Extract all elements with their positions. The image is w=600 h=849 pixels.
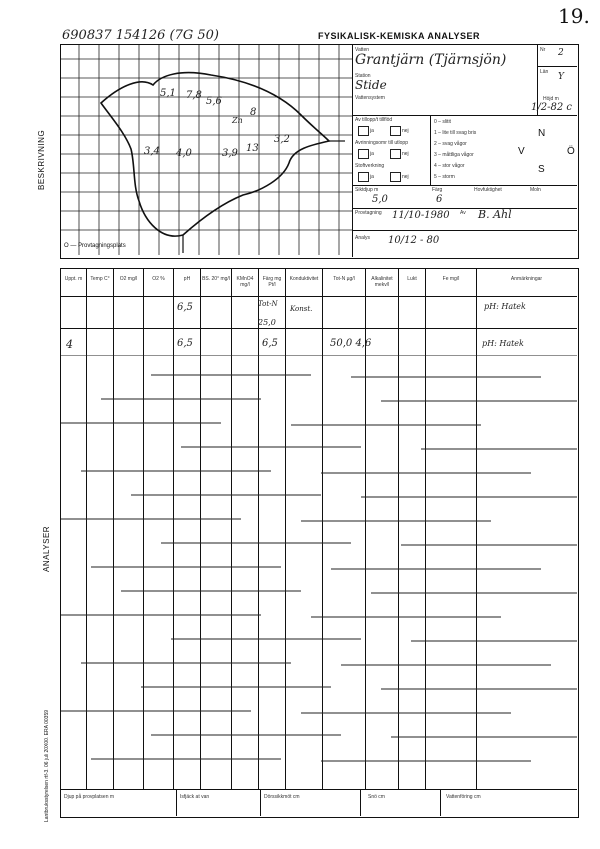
analys-value: 10/12 - 80 — [388, 235, 440, 246]
col-header: Tot-N µg/l — [333, 276, 355, 282]
footer-cell: Isfjäck at van — [180, 794, 210, 800]
col-header: Lukt — [407, 276, 417, 282]
tillflode-label: Av tillopp/t tillflöd — [355, 117, 393, 123]
provtagning-value: 11/10-1980 — [392, 210, 450, 221]
hovfuktighet-label: Hovfuktighet — [474, 187, 502, 193]
farg-value: 6 — [436, 194, 443, 205]
col-header: Anmärkningar — [510, 276, 543, 282]
col-header: Fe mg/l — [442, 276, 460, 282]
col-header: O2 % — [152, 276, 165, 282]
ja-label: ja — [370, 174, 374, 180]
analyser-label: ANALYSER — [42, 525, 51, 572]
vatten-value: Grantjärn (Tjärnsjön) — [355, 52, 507, 68]
option: 3 – måttliga vågor — [434, 152, 474, 158]
compass-s: S — [538, 164, 545, 175]
depth-label: 8 — [250, 107, 257, 118]
lake-map — [61, 45, 353, 257]
ja-label: ja — [370, 151, 374, 157]
option: 5 – storm — [434, 174, 455, 180]
col-header: Färg mg Pt/l — [262, 276, 282, 288]
av-label: Av — [460, 210, 466, 216]
printer-note: Lantbruksstyrelsen rtf-3. 06 juli 20X00. ERA 00359 — [44, 709, 50, 822]
lan-label: Län — [540, 69, 549, 75]
station-label: Station — [355, 73, 371, 79]
row3-farg: 6,5 — [262, 338, 278, 349]
row1-ph: 6,5 — [177, 302, 193, 313]
compass-o: Ö — [567, 146, 575, 157]
row1-farg: Konst. — [290, 305, 313, 313]
row2-kmno4: 25,0 — [258, 318, 276, 327]
form-ruling — [61, 355, 577, 787]
depth-label: 5,6 — [206, 96, 222, 107]
hojd-label: Höjd m — [543, 96, 559, 102]
row1-kmno4: Tot-N — [258, 300, 278, 308]
utlopp-label: Avrinningsomr till utlopp — [355, 140, 408, 146]
nr-value: 2 — [558, 48, 564, 58]
col-header: Temp C° — [90, 276, 110, 282]
col-header: Alkalinitet mekv/l — [371, 276, 393, 288]
depth-label: 3,2 — [274, 134, 290, 145]
provtagning-label: Provtagning — [355, 210, 382, 216]
row3-alkalinitet: 50,0 4,6 — [330, 338, 372, 349]
nej-label: nej — [402, 174, 409, 180]
row3-depth: 4 — [66, 338, 73, 351]
siktdjup-value: 5,0 — [372, 194, 388, 205]
col-header: pH — [183, 276, 191, 282]
siktdjup-label: Siktdjup m — [355, 187, 379, 193]
footer-cell: Vattenföring cm — [446, 794, 481, 800]
compass-v: V — [518, 146, 525, 157]
option: 4 – stor vågor — [434, 163, 465, 169]
depth-label: 7,8 — [186, 90, 202, 101]
depth-label: 3,9 — [222, 148, 238, 159]
row1-anm: pH: Hatek — [484, 302, 526, 311]
analys-label: Analys — [355, 235, 371, 241]
col-header: Uppt. m — [64, 276, 83, 282]
ja-label: ja — [370, 128, 374, 134]
footer-cell: Snö cm — [368, 794, 385, 800]
col-header: Konduktivitet — [289, 276, 319, 282]
row3-ph: 6,5 — [177, 338, 193, 349]
option: 0 – slitit — [434, 119, 451, 125]
lan-value: Y — [558, 72, 564, 82]
col-header: O2 mg/l — [119, 276, 138, 282]
option: 2 – svag vågor — [434, 141, 467, 147]
hojd-value: 1/2-82 c — [531, 102, 572, 113]
beskrivning-label: BESKRIVNING — [37, 129, 46, 190]
col-header: KMnO4 mg/l — [236, 276, 254, 288]
depth-label: 4,0 — [176, 148, 192, 159]
footer-cell: Djup på provplatsen m — [64, 794, 115, 800]
vattensystem-label: Vattensystem — [355, 95, 385, 101]
station-value: Stide — [355, 78, 387, 92]
reference-numbers: 690837 154126 (7G 50) — [62, 28, 219, 43]
nej-label: nej — [402, 128, 409, 134]
nej-label: nej — [402, 151, 409, 157]
form-title: FYSIKALISK-KEMISKA ANALYSER — [318, 31, 481, 41]
page-number: 19. — [558, 4, 590, 28]
moln-label: Moln — [530, 187, 541, 193]
farg-label: Färg — [432, 187, 443, 193]
nr-label: Nr — [540, 47, 546, 53]
depth-label: 13 — [246, 143, 259, 154]
av-value: B. Ahl — [478, 208, 512, 221]
zn-note: Zn — [232, 116, 243, 125]
depth-label: 3,4 — [144, 146, 160, 157]
vatten-label: Vatten — [355, 47, 370, 53]
option: 1 – lite till svag bris — [434, 130, 477, 136]
depth-label: 5,1 — [160, 88, 176, 99]
col-header: BS. 20° mg/l — [202, 276, 230, 282]
row3-anm: pH: Hatek — [482, 339, 524, 348]
footer-cell: Dörssikkmöt cm — [264, 794, 300, 800]
stoftverk-label: Stoftverkning — [355, 163, 385, 169]
map-legend: O — Provtagningsplats — [64, 243, 126, 249]
compass-n: N — [538, 128, 546, 139]
